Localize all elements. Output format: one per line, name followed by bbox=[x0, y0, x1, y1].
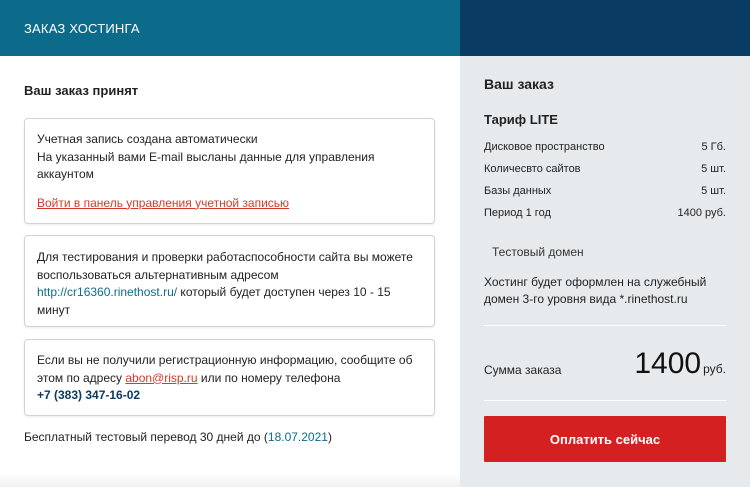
order-sum-label: Сумма заказа bbox=[484, 363, 562, 377]
trial-end-date: 18.07.2021 bbox=[267, 430, 328, 444]
contact-text-pre: этом по адресу bbox=[37, 370, 126, 385]
detail-value: 5 шт. bbox=[701, 185, 726, 197]
detail-row-disk bbox=[484, 136, 726, 158]
tariff-details bbox=[484, 136, 726, 224]
support-email-link[interactable]: abon@risp.ru bbox=[125, 370, 198, 385]
email-sent-text: На указанный вами E-mail высланы данные для управления bbox=[37, 149, 375, 164]
contact-text: Если вы не получили регистрационную информацию, сообщите об bbox=[37, 353, 413, 367]
detail-value: 5 шт. bbox=[701, 163, 726, 175]
order-sum-unit: руб. bbox=[703, 362, 726, 376]
order-sum bbox=[634, 347, 726, 381]
detail-label: Период 1 год bbox=[484, 207, 551, 219]
detail-value: 5 Гб. bbox=[701, 141, 726, 153]
detail-row-databases bbox=[484, 180, 726, 202]
domain-note: Хостинг будет оформлен на служебный домен 3-го уровня вида *.rinethost.ru bbox=[484, 275, 707, 306]
detail-label: Количесвто сайтов bbox=[484, 163, 581, 175]
trial-paren-close: ) bbox=[327, 430, 332, 444]
detail-row-sites bbox=[484, 158, 726, 180]
test-domain-label: Тестовый домен bbox=[492, 245, 584, 259]
availability-text: который будет доступен через 10 - 15 bbox=[177, 285, 391, 299]
alt-address-link[interactable]: http://cr16360.rinethost.ru/ bbox=[37, 285, 178, 299]
detail-label: Дисковое пространство bbox=[484, 141, 605, 153]
support-phone: +7 (383) 347-16-02 bbox=[37, 388, 141, 402]
trial-text: Бесплатный тестовый перевод 30 дней до bbox=[24, 430, 264, 444]
account-created-text: Учетная запись создана автоматически bbox=[37, 132, 258, 146]
header-right-panel bbox=[460, 0, 750, 56]
testing-text: Для тестирования и проверки работаспособности сайта вы можете bbox=[37, 250, 413, 264]
testing-minutes-text: минут bbox=[37, 302, 71, 317]
trial-paren-open: ( bbox=[263, 430, 268, 444]
contact-email-line bbox=[37, 370, 422, 388]
trial-period-text bbox=[24, 430, 332, 444]
order-sum-value: 1400 bbox=[634, 347, 702, 380]
account-info-box bbox=[24, 118, 435, 224]
contact-text-post: или по номеру телефона bbox=[197, 370, 341, 385]
pay-now-button[interactable]: Оплатить сейчас bbox=[484, 416, 726, 462]
contact-info-box bbox=[24, 339, 435, 416]
detail-value: 1400 руб. bbox=[677, 207, 726, 219]
order-summary-title: Ваш заказ bbox=[484, 76, 554, 92]
page-header bbox=[0, 0, 460, 56]
order-accepted-title: Ваш заказ принят bbox=[24, 83, 139, 98]
testing-text-cont: воспользоваться альтернативным адресом bbox=[37, 267, 279, 282]
email-sent-text-cont: аккаунтом bbox=[37, 167, 94, 181]
detail-row-period bbox=[484, 202, 726, 224]
testing-url-line bbox=[37, 284, 422, 302]
testing-info-box bbox=[24, 235, 435, 327]
divider bbox=[484, 325, 726, 326]
page-title: ЗАКАЗ ХОСТИНГА bbox=[24, 21, 140, 36]
login-panel-link[interactable]: Войти в панель управления учетной записью bbox=[37, 195, 290, 210]
detail-label: Базы данных bbox=[484, 185, 552, 197]
order-summary-panel bbox=[460, 56, 750, 487]
tariff-name: Тариф LITE bbox=[484, 112, 558, 127]
main-content bbox=[0, 56, 460, 487]
divider bbox=[484, 400, 726, 401]
